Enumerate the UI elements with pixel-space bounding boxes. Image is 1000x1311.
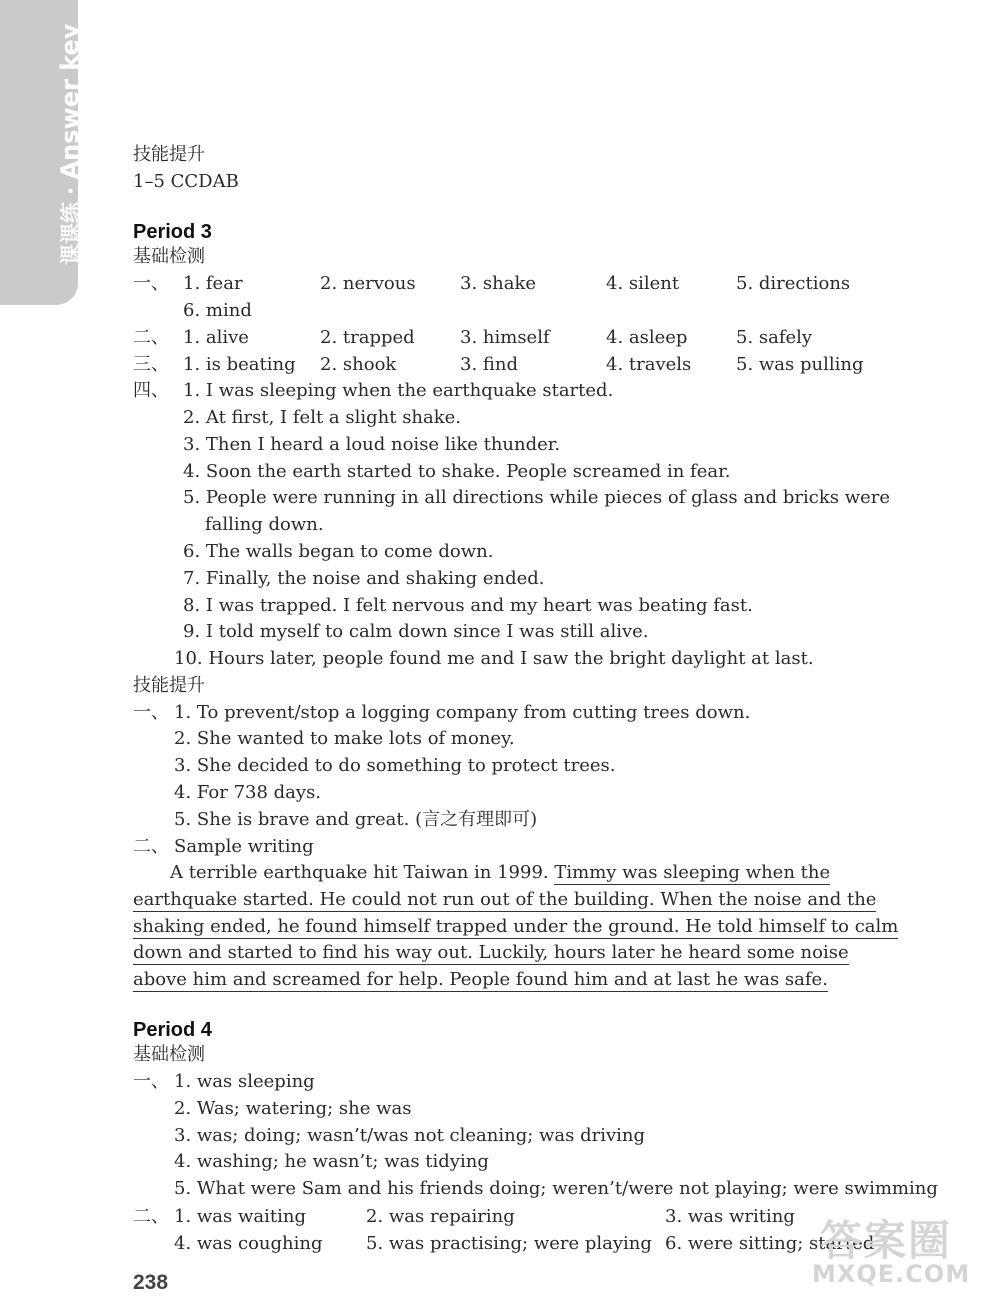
period-3-heading: Period 3	[133, 221, 212, 243]
answer-line: 3. was; doing; wasn’t/was not cleaning; was driving	[174, 1125, 646, 1146]
answer-line: 8. I was trapped. I felt nervous and my heart was beating fast.	[183, 595, 753, 616]
answer-line: 4. washing; he wasn’t; was tidying	[174, 1151, 489, 1172]
sidebar-label: 课课练 · Answer key	[56, 23, 84, 265]
answer-item: 1. alive	[183, 327, 249, 348]
answer-line: 1. To prevent/stop a logging company from cutting trees down.	[174, 702, 751, 723]
answer-line: 2. At first, I felt a slight shake.	[183, 407, 462, 428]
answer-item: 5. directions	[736, 273, 851, 294]
writing-line: shaking ended, he found himself trapped under the ground. He told himself to calm	[133, 916, 899, 937]
answer-item: 3. was writing	[665, 1206, 795, 1227]
skill-answers: 1–5 CCDAB	[133, 171, 239, 192]
answer-item: 6. mind	[183, 300, 252, 321]
answer-item: 3. shake	[460, 273, 537, 294]
answer-item: 4. was coughing	[174, 1233, 323, 1254]
section-marker: 一、	[133, 273, 169, 294]
answer-item: 4. silent	[606, 273, 680, 294]
answer-item: 3. himself	[460, 327, 550, 348]
writing-line: A terrible earthquake hit Taiwan in 1999. Timmy was sleeping when the	[170, 862, 831, 883]
writing-line: above him and screamed for help. People found him and at last he was safe.	[133, 969, 828, 990]
writing-line: down and started to find his way out. Luckily, hours later he heard some noise	[133, 942, 849, 963]
answer-line: 5. What were Sam and his friends doing; weren’t/were not playing; were swimming	[174, 1178, 938, 1199]
answer-line: 3. Then I heard a loud noise like thunder.	[183, 434, 561, 455]
watermark: 答案圈 MXQE.COM	[812, 1216, 971, 1288]
writing-line: earthquake started. He could not run out of the building. When the noise and the	[133, 889, 877, 910]
answer-item: 2. nervous	[320, 273, 416, 294]
answer-item: 2. was repairing	[366, 1206, 515, 1227]
sample-writing-title: Sample writing	[174, 836, 314, 857]
answer-line: falling down.	[205, 514, 324, 535]
answer-line: 2. Was; watering; she was	[174, 1098, 412, 1119]
section-marker: 一、	[133, 702, 169, 723]
answer-line: 4. For 738 days.	[174, 782, 322, 803]
answer-item: 4. travels	[606, 354, 692, 375]
section-marker: 一、	[133, 1071, 169, 1092]
answer-line: 2. She wanted to make lots of money.	[174, 728, 515, 749]
sidebar-tab	[0, 0, 84, 305]
answer-line: 5. People were running in all directions while pieces of glass and bricks were	[183, 487, 891, 508]
section-marker: 四、	[133, 380, 169, 401]
answer-line: 1. I was sleeping when the earthquake started.	[183, 380, 614, 401]
answer-line: 4. Soon the earth started to shake. People screamed in fear.	[183, 461, 731, 482]
answer-line: 9. I told myself to calm down since I was still alive.	[183, 621, 649, 642]
answer-item: 2. trapped	[320, 327, 415, 348]
page-number: 238	[133, 1271, 169, 1294]
answer-item: 5. safely	[736, 327, 813, 348]
answer-item: 3. find	[460, 354, 519, 375]
period-4-heading: Period 4	[133, 1019, 212, 1041]
answer-line: 10. Hours later, people found me and I saw the bright daylight at last.	[174, 648, 814, 669]
answer-item: 6. were sitting; started	[665, 1233, 875, 1254]
answer-line: 5. She is brave and great. (言之有理即可)	[174, 809, 538, 830]
section-marker: 三、	[133, 354, 169, 375]
answer-item: 1. was waiting	[174, 1206, 306, 1227]
skill-title: 技能提升	[133, 144, 205, 165]
answer-item: 5. was pulling	[736, 354, 864, 375]
answer-item: 5. was practising; were playing	[366, 1233, 652, 1254]
answer-item: 1. is beating	[183, 354, 296, 375]
answer-item: 1. fear	[183, 273, 243, 294]
period-3-skill-title: 技能提升	[133, 675, 205, 696]
answer-line: 3. She decided to do something to protect trees.	[174, 755, 616, 776]
period-4-basic-title: 基础检测	[133, 1044, 205, 1065]
answer-line: 6. The walls began to come down.	[183, 541, 494, 562]
answer-line: 7. Finally, the noise and shaking ended.	[183, 568, 545, 589]
answer-item: 2. shook	[320, 354, 397, 375]
period-3-basic-title: 基础检测	[133, 246, 205, 267]
section-marker: 二、	[133, 1206, 169, 1227]
answer-item: 4. asleep	[606, 327, 688, 348]
section-marker: 二、	[133, 327, 169, 348]
answer-line: 1. was sleeping	[174, 1071, 315, 1092]
section-marker: 二、	[133, 836, 169, 857]
